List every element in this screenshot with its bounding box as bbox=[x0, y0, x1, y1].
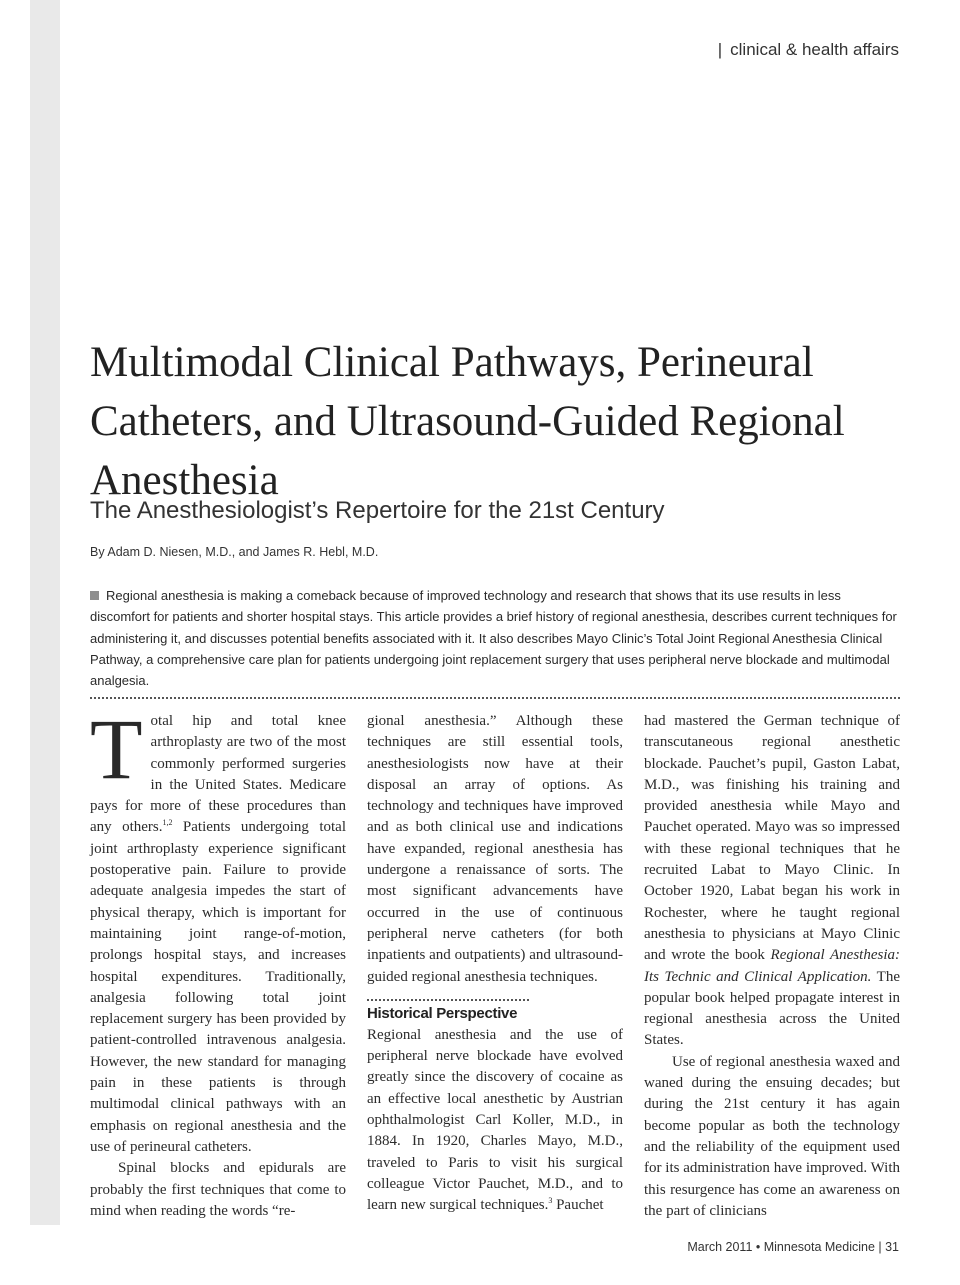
paragraph-text: Pauchet bbox=[552, 1197, 604, 1214]
section-heading: Historical Perspective bbox=[367, 1004, 518, 1022]
paragraph: Spinal blocks and epidurals are probably the first techniques that come to mind when reading the words “re- bbox=[90, 1160, 346, 1219]
paragraph: Use of regional anesthesia waxed and waned during the ensuing decades; but during the 21st century it has again become popular as both the technology and the reliability of the equipment used for its administration have improved. With this resurgence has come an awareness on the part of clinicians bbox=[644, 1053, 900, 1219]
section-label bbox=[718, 40, 899, 60]
paragraph bbox=[367, 1025, 623, 1217]
paragraph bbox=[90, 701, 346, 1158]
column-3 bbox=[644, 711, 900, 1222]
paragraph bbox=[644, 711, 900, 1052]
heading-divider bbox=[367, 999, 529, 1001]
drop-cap: T bbox=[90, 701, 143, 797]
section-name: clinical & health affairs bbox=[730, 40, 899, 59]
paragraph: gional anesthesia.” Although these techniques are still essential tools, anesthesiologists now have at their disposal an array of options. As technology and techniques have improved and as both clinical use and indications have expanded, regional anesthesia has undergone a renaissance of sorts. The most significant advancements have occurred in the use of continuous peripheral nerve catheters (for both inpatients and outpatients) and ultrasound-guided regional anesthesia techniques. bbox=[367, 713, 623, 985]
paragraph-text: Patients undergoing total joint arthroplasty experience significant postoperative pain. Failure to provide adequate analgesia impedes the start of physical therapy, which is important for maintaining joint range-of-motion, prolongs hospital stays, and increases hospital expenditures. Traditionally, analgesia following total joint replacement surgery has been provided by patient-controlled intravenous analgesia. However, the new standard for managing pain in these patients is through multimodal clinical pathways with an emphasis on regional anesthesia and the use of perineural catheters. bbox=[90, 819, 346, 1155]
paragraph-text: had mastered the German technique of transcutaneous regional anesthetic blockade. Pauchet’s pupil, Gaston Labat, M.D., was finishing his training and provided anesthesia while Mayo and Pauchet operated. Mayo was so impressed with these regional techniques that he recruited Labat to Mayo Clinic. In October 1920, Labat began his work in Rochester, where he taught regional anesthesia to physicians at Mayo Clinic and wrote the book bbox=[644, 713, 900, 964]
left-margin-bar bbox=[30, 0, 60, 1225]
paragraph-text: Regional anesthesia and the use of peripheral nerve blockade have evolved greatly since the discovery of cocaine as an effective local anesthetic by Austrian ophthalmologist Carl Koller, M.D., in 1884. In 1920, Charles Mayo, M.D., traveled to Paris to visit his surgical colleague Victor Pauchet, M.D., and to learn new surgical techniques. bbox=[367, 1026, 623, 1214]
book-title: Regional Anesthesia: Its Technic and Clinical Application. bbox=[644, 947, 900, 985]
paragraph-text: The popular book helped propagate interest in regional anesthesia across the United States. bbox=[644, 968, 900, 1049]
citation: 3 bbox=[548, 1196, 553, 1206]
article-title: Multimodal Clinical Pathways, Perineural Catheters, and Ultrasound-Guided Regional Anesthesia bbox=[90, 339, 845, 504]
dotted-divider bbox=[90, 697, 900, 699]
abstract bbox=[90, 585, 900, 691]
byline: By Adam D. Niesen, M.D., and James R. Hebl, M.D. bbox=[90, 545, 379, 559]
column-1 bbox=[90, 701, 346, 1222]
citation: 1,2 bbox=[162, 818, 173, 828]
article-subtitle: The Anesthesiologist’s Repertoire for the 21st Century bbox=[90, 497, 665, 524]
section-divider: | bbox=[717, 40, 723, 59]
paragraph-text: otal hip and total knee arthroplasty are two of the most commonly performed surgeries in the United States. Medicare pays for more of these procedures than any others. bbox=[90, 713, 346, 836]
square-bullet-icon bbox=[90, 591, 99, 600]
abstract-text: Regional anesthesia is making a comeback because of improved technology and research that shows that its use results in less discomfort for patients and shorter hospital stays. This article provides a brief history of regional anesthesia, describes current techniques for administering it, and discusses potential benefits associated with it. It also describes Mayo Clinic’s Total Joint Regional Anesthesia Clinical Pathway, a comprehensive care plan for patients undergoing joint replacement surgery that uses peripheral nerve blockade and multimodal analgesia. bbox=[90, 588, 897, 689]
page-footer: March 2011 • Minnesota Medicine | 31 bbox=[687, 1240, 899, 1254]
column-2 bbox=[367, 711, 623, 1217]
